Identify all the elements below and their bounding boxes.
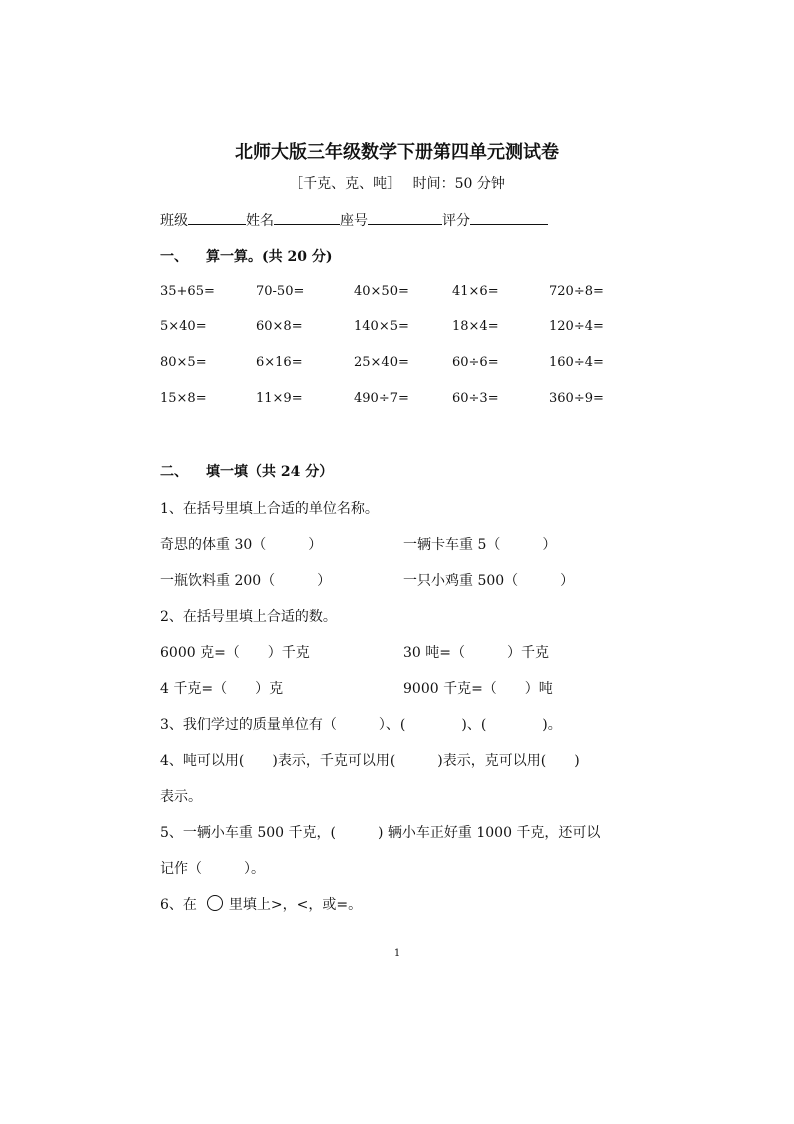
question-5-line-1: 5、一辆小车重 500 千克，( ) 辆小车正好重 1000 千克，还可以 bbox=[160, 825, 601, 841]
section-2-number: 二、 bbox=[160, 464, 188, 480]
question-5-line-2: 记作（ ）。 bbox=[160, 861, 265, 877]
question-1d: 一只小鸡重 500（ ） bbox=[403, 573, 575, 589]
calc-item: 5×40= bbox=[160, 319, 207, 334]
calc-item: 60÷6= bbox=[452, 355, 499, 370]
calc-item: 25×40= bbox=[354, 355, 409, 370]
score-blank[interactable] bbox=[470, 210, 548, 225]
question-6-after: 里填上>，<，或=。 bbox=[228, 897, 363, 913]
calc-item: 11×9= bbox=[256, 391, 303, 406]
section-1-number: 一、 bbox=[160, 249, 188, 265]
calc-item: 70-50= bbox=[256, 284, 305, 299]
page-number: 1 bbox=[393, 948, 401, 959]
section-1-title: 算一算。(共 20 分) bbox=[206, 249, 333, 265]
name-blank[interactable] bbox=[274, 210, 340, 225]
page-subtitle: ［千克、克、吨］ 时间：50 分钟 bbox=[289, 176, 505, 192]
page-title: 北师大版三年级数学下册第四单元测试卷 bbox=[235, 142, 559, 163]
calc-item: 80×5= bbox=[160, 355, 207, 370]
calc-item: 360÷9= bbox=[549, 391, 604, 406]
calc-item: 40×50= bbox=[354, 284, 409, 299]
question-2c: 4 千克=（ ）克 bbox=[160, 681, 284, 697]
question-1a: 奇思的体重 30（ ） bbox=[160, 537, 323, 553]
question-6 bbox=[160, 894, 362, 914]
calc-item: 41×6= bbox=[452, 284, 499, 299]
question-2: 2、在括号里填上合适的数。 bbox=[160, 609, 337, 625]
calc-item: 140×5= bbox=[354, 319, 409, 334]
calc-item: 60÷3= bbox=[452, 391, 499, 406]
calc-item: 60×8= bbox=[256, 319, 303, 334]
question-2d: 9000 千克=（ ）吨 bbox=[403, 681, 553, 697]
question-2a: 6000 克=（ ）千克 bbox=[160, 645, 310, 661]
calc-item: 15×8= bbox=[160, 391, 207, 406]
question-1: 1、在括号里填上合适的单位名称。 bbox=[160, 501, 379, 517]
calc-item: 35+65= bbox=[160, 284, 215, 299]
section-2-heading bbox=[160, 461, 333, 481]
question-3: 3、我们学过的质量单位有（ ）、( )、( )。 bbox=[160, 717, 562, 733]
class-blank[interactable] bbox=[188, 210, 246, 225]
calc-item: 160÷4= bbox=[549, 355, 604, 370]
class-label: 班级 bbox=[160, 213, 188, 229]
question-2b: 30 吨=（ ）千克 bbox=[403, 645, 549, 661]
question-1c: 一瓶饮料重 200（ ） bbox=[160, 573, 332, 589]
question-4-line-1: 4、吨可以用( )表示，千克可以用( )表示，克可以用( ) bbox=[160, 753, 580, 769]
compare-circle-icon bbox=[207, 895, 223, 911]
student-info-row bbox=[160, 210, 548, 230]
calc-item: 18×4= bbox=[452, 319, 499, 334]
question-4-line-2: 表示。 bbox=[160, 789, 202, 805]
seat-label: 座号 bbox=[340, 213, 368, 229]
seat-blank[interactable] bbox=[368, 210, 442, 225]
question-1b: 一辆卡车重 5（ ） bbox=[403, 537, 557, 553]
calc-item: 490÷7= bbox=[354, 391, 409, 406]
score-label: 评分 bbox=[442, 213, 470, 229]
question-6-before: 6、在 bbox=[160, 897, 197, 913]
section-1-heading bbox=[160, 246, 332, 266]
calc-item: 6×16= bbox=[256, 355, 303, 370]
calc-item: 120÷4= bbox=[549, 319, 604, 334]
section-2-title: 填一填（共 24 分） bbox=[206, 464, 334, 480]
name-label: 姓名 bbox=[246, 213, 274, 229]
calc-item: 720÷8= bbox=[549, 284, 604, 299]
